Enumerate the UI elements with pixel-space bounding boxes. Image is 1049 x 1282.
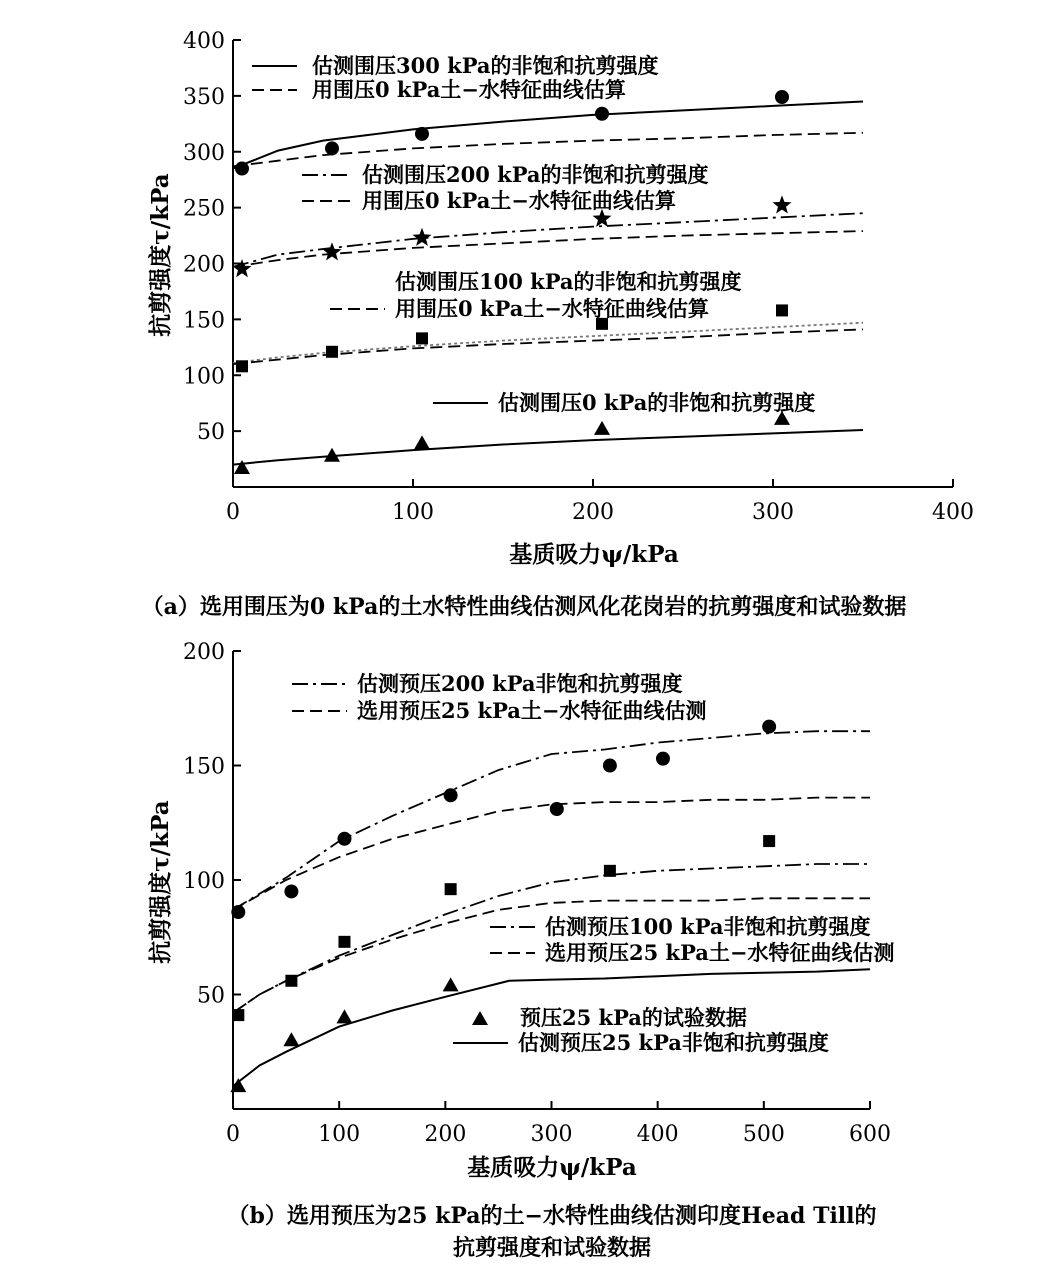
a-y-tick-label: 350	[183, 84, 225, 110]
a-y-tick-label: 400	[183, 29, 225, 54]
a-x-tick-label: 400	[932, 500, 974, 525]
b-point-circle	[762, 720, 776, 734]
a-point-square	[776, 304, 788, 316]
a-point-square	[326, 346, 338, 358]
b-point-circle	[603, 759, 617, 773]
b-legend-text: 估测预压25 kPa非饱和抗剪强度	[518, 1030, 829, 1055]
a-point-triangle	[414, 435, 430, 449]
b-point-triangle	[443, 977, 459, 991]
b-point-square	[285, 975, 297, 987]
b-legend-text: 选用预压25 kPa土−水特征曲线估测	[357, 698, 707, 723]
b-point-circle	[337, 832, 351, 846]
a-point-triangle	[324, 448, 340, 462]
a-y-tick-label: 50	[197, 420, 225, 446]
a-y-tick-label: 150	[183, 308, 225, 334]
a-legend-text: 用围压0 kPa土−水特征曲线估算	[395, 296, 709, 321]
b-point-circle	[550, 802, 564, 816]
a-point-star	[233, 259, 252, 277]
b-y-tick-label: 50	[197, 983, 225, 1009]
b-point-circle	[444, 788, 458, 802]
b-y-tick-label: 150	[183, 754, 225, 780]
b-point-square	[232, 1009, 244, 1021]
chart-b-caption-line2: 抗剪强度和试验数据	[452, 1235, 652, 1261]
a-point-circle	[415, 127, 429, 141]
b-x-tick-label: 300	[530, 1122, 573, 1147]
b-x-tick-label: 500	[742, 1122, 785, 1147]
b-point-triangle	[336, 1009, 352, 1023]
a-legend-text: 用围压0 kPa土−水特征曲线估算	[312, 77, 626, 102]
a-x-tick-label: 100	[392, 500, 434, 525]
chart-b-caption-line1: （b）选用预压为25 kPa的土−水特性曲线估测印度Head Till的	[227, 1203, 877, 1229]
chart-b-x-label: 基质吸力ψ/kPa	[467, 1154, 637, 1181]
b-y-tick-label: 200	[183, 640, 225, 665]
a-y-tick-label: 250	[183, 196, 225, 222]
b-x-tick-label: 0	[226, 1122, 240, 1147]
b-y-tick-label: 100	[183, 869, 225, 894]
b-point-circle	[284, 884, 298, 898]
b-x-tick-label: 100	[318, 1122, 361, 1147]
a-legend-text: 估测围压200 kPa的非饱和抗剪强度	[362, 162, 709, 187]
a-x-tick-label: 200	[572, 500, 614, 525]
b-legend-marker	[472, 1011, 488, 1025]
a-point-star	[773, 195, 792, 213]
a-y-tick-label: 300	[183, 140, 225, 166]
b-point-circle	[231, 905, 245, 919]
b-legend-text: 估测预压100 kPa非饱和抗剪强度	[545, 914, 871, 939]
a-point-square	[416, 332, 428, 344]
b-legend-text: 预压25 kPa的试验数据	[520, 1005, 747, 1030]
b-point-circle	[656, 752, 670, 766]
a-legend-text: 估测围压300 kPa的非饱和抗剪强度	[312, 53, 659, 78]
a-x-tick-label: 0	[226, 500, 240, 525]
a-point-circle	[775, 90, 789, 104]
b-series-line-0	[233, 731, 870, 910]
b-legend-text: 选用预压25 kPa土−水特征曲线估测	[545, 940, 895, 965]
a-legend-text: 用围压0 kPa土−水特征曲线估算	[362, 188, 676, 213]
a-y-tick-label: 100	[183, 364, 225, 390]
chart-b-legend	[292, 671, 895, 1055]
chart-a-caption: （a）选用围压为0 kPa的土水特性曲线估测风化花岗岩的抗剪强度和试验数据	[141, 594, 907, 620]
a-point-star	[323, 242, 342, 260]
a-point-circle	[595, 107, 609, 121]
chart-b	[147, 640, 895, 1261]
a-point-triangle	[234, 460, 250, 474]
b-x-tick-label: 200	[424, 1122, 467, 1147]
chart-a-x-label: 基质吸力ψ/kPa	[509, 541, 679, 568]
a-point-triangle	[594, 421, 610, 435]
b-point-triangle	[283, 1032, 299, 1046]
chart-a-y-label: 抗剪强度τ/kPa	[147, 173, 174, 337]
b-point-square	[338, 936, 350, 948]
b-x-tick-label: 600	[849, 1122, 891, 1147]
a-point-square	[236, 360, 248, 372]
chart-b-y-label: 抗剪强度τ/kPa	[147, 800, 174, 964]
b-series-line-1	[233, 798, 870, 910]
a-point-circle	[235, 162, 249, 176]
b-legend-text: 估测预压200 kPa非饱和抗剪强度	[357, 671, 683, 696]
a-point-circle	[325, 141, 339, 155]
b-point-square	[604, 865, 616, 877]
a-point-star	[413, 228, 432, 246]
a-x-tick-label: 300	[752, 500, 794, 525]
a-legend-text: 估测围压0 kPa的非饱和抗剪强度	[498, 390, 816, 415]
chart-a	[142, 29, 974, 620]
b-x-tick-label: 400	[636, 1122, 679, 1147]
a-legend-text: 估测围压100 kPa的非饱和抗剪强度	[395, 269, 742, 294]
b-point-square	[445, 883, 457, 895]
a-y-tick-label: 200	[183, 252, 225, 278]
b-point-square	[763, 835, 775, 847]
a-series-line-0	[233, 102, 863, 169]
